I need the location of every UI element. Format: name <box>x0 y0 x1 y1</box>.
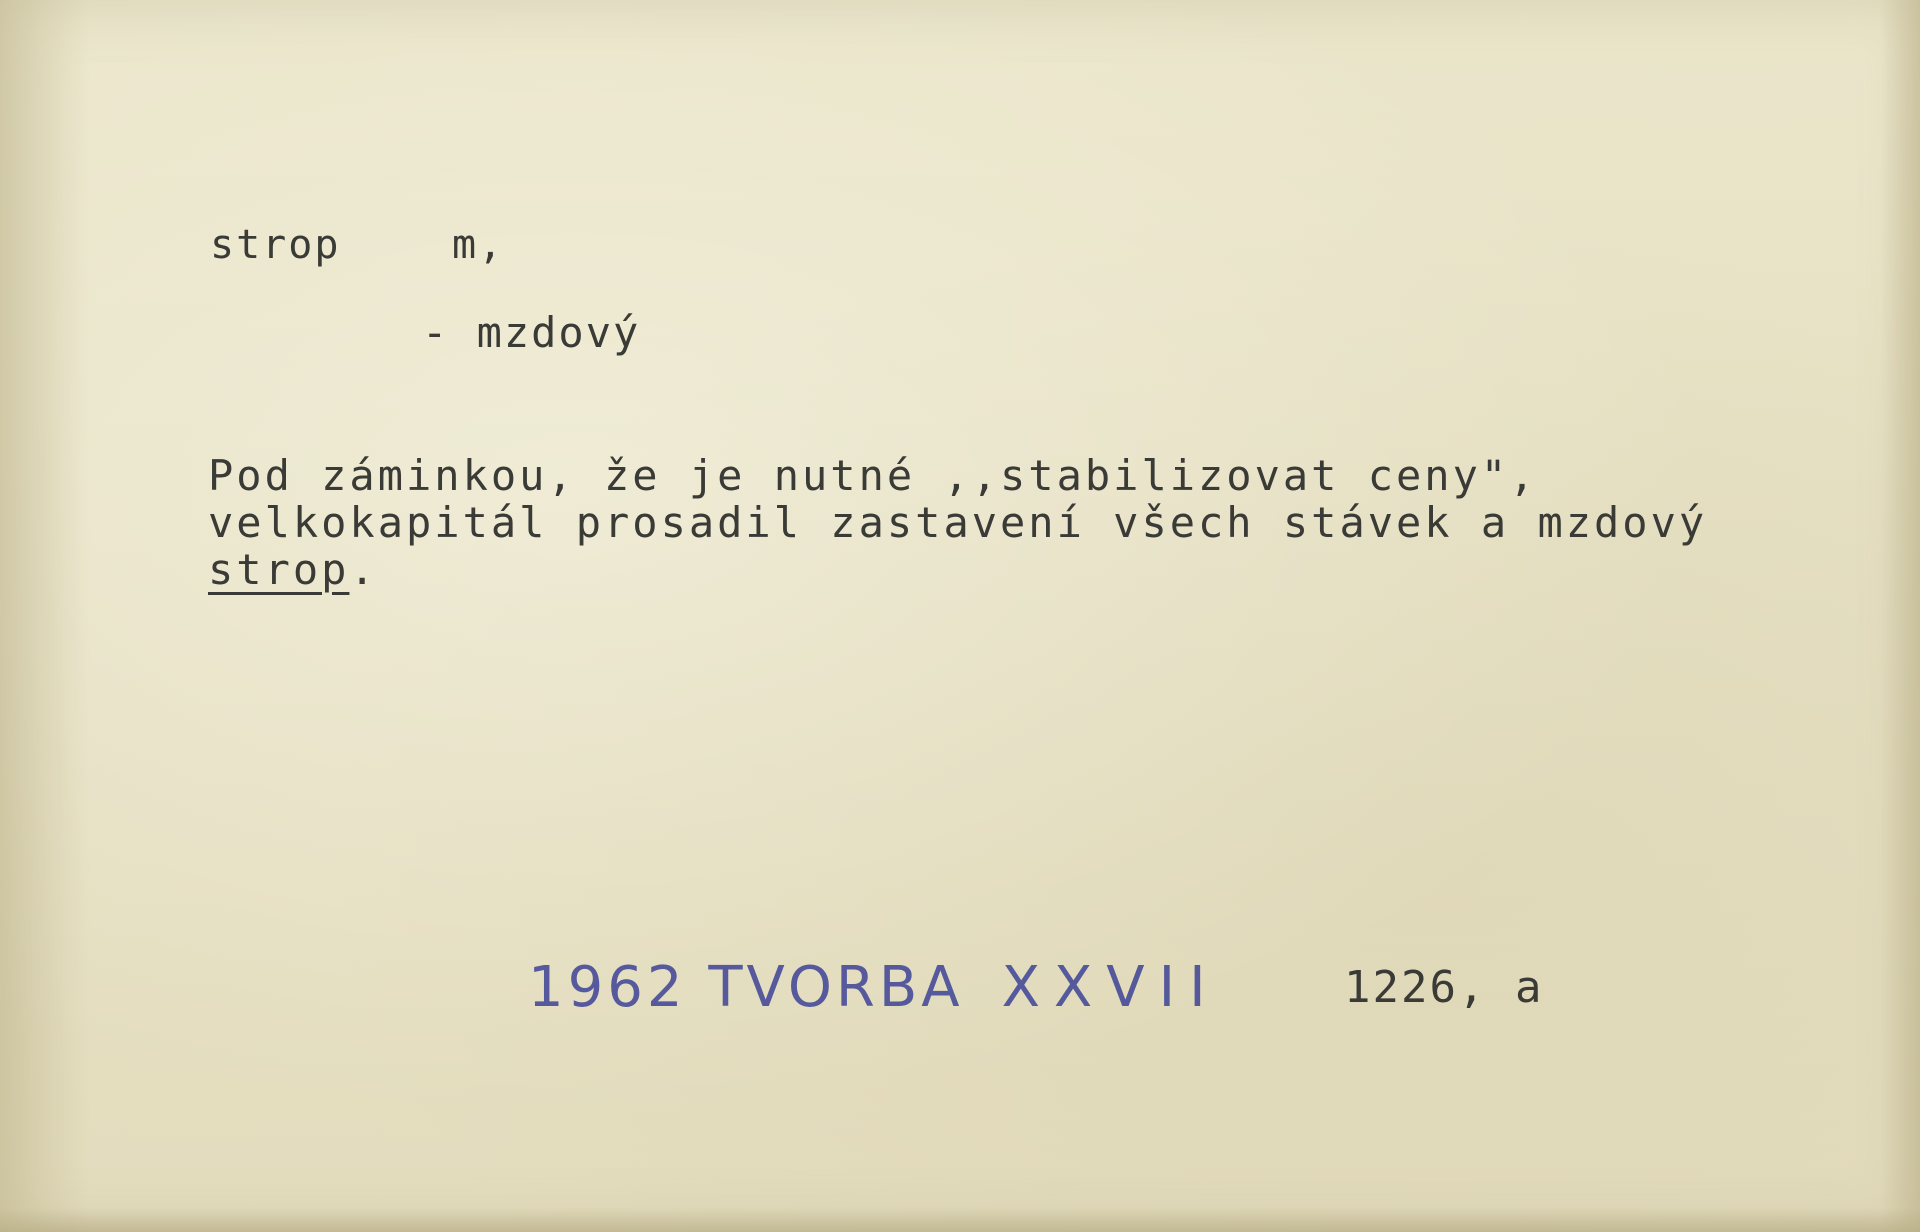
citation-quote <box>208 452 1707 593</box>
headword: strop <box>210 222 341 268</box>
source-stamp <box>528 955 1220 1020</box>
source-year-title: 1962 TVORBA <box>528 955 964 1020</box>
paper-edge-left <box>0 0 90 1232</box>
page-reference: 1226, a <box>1344 962 1544 1013</box>
source-volume: XXVII <box>1001 955 1220 1020</box>
subentry: - mzdový <box>422 308 641 357</box>
quote-headword-underlined: strop <box>208 545 350 594</box>
paper-edge-right <box>1880 0 1920 1232</box>
quote-line-2: velkokapitál prosadil zastavení všech stávek a mzdový <box>208 498 1708 547</box>
paper-edge-bottom <box>0 1208 1920 1232</box>
grammatical-label: m, <box>452 222 505 268</box>
quote-line-3-end: . <box>349 545 378 594</box>
quote-line-1: Pod záminkou, že je nutné ,,stabilizovat ceny", <box>208 451 1538 500</box>
